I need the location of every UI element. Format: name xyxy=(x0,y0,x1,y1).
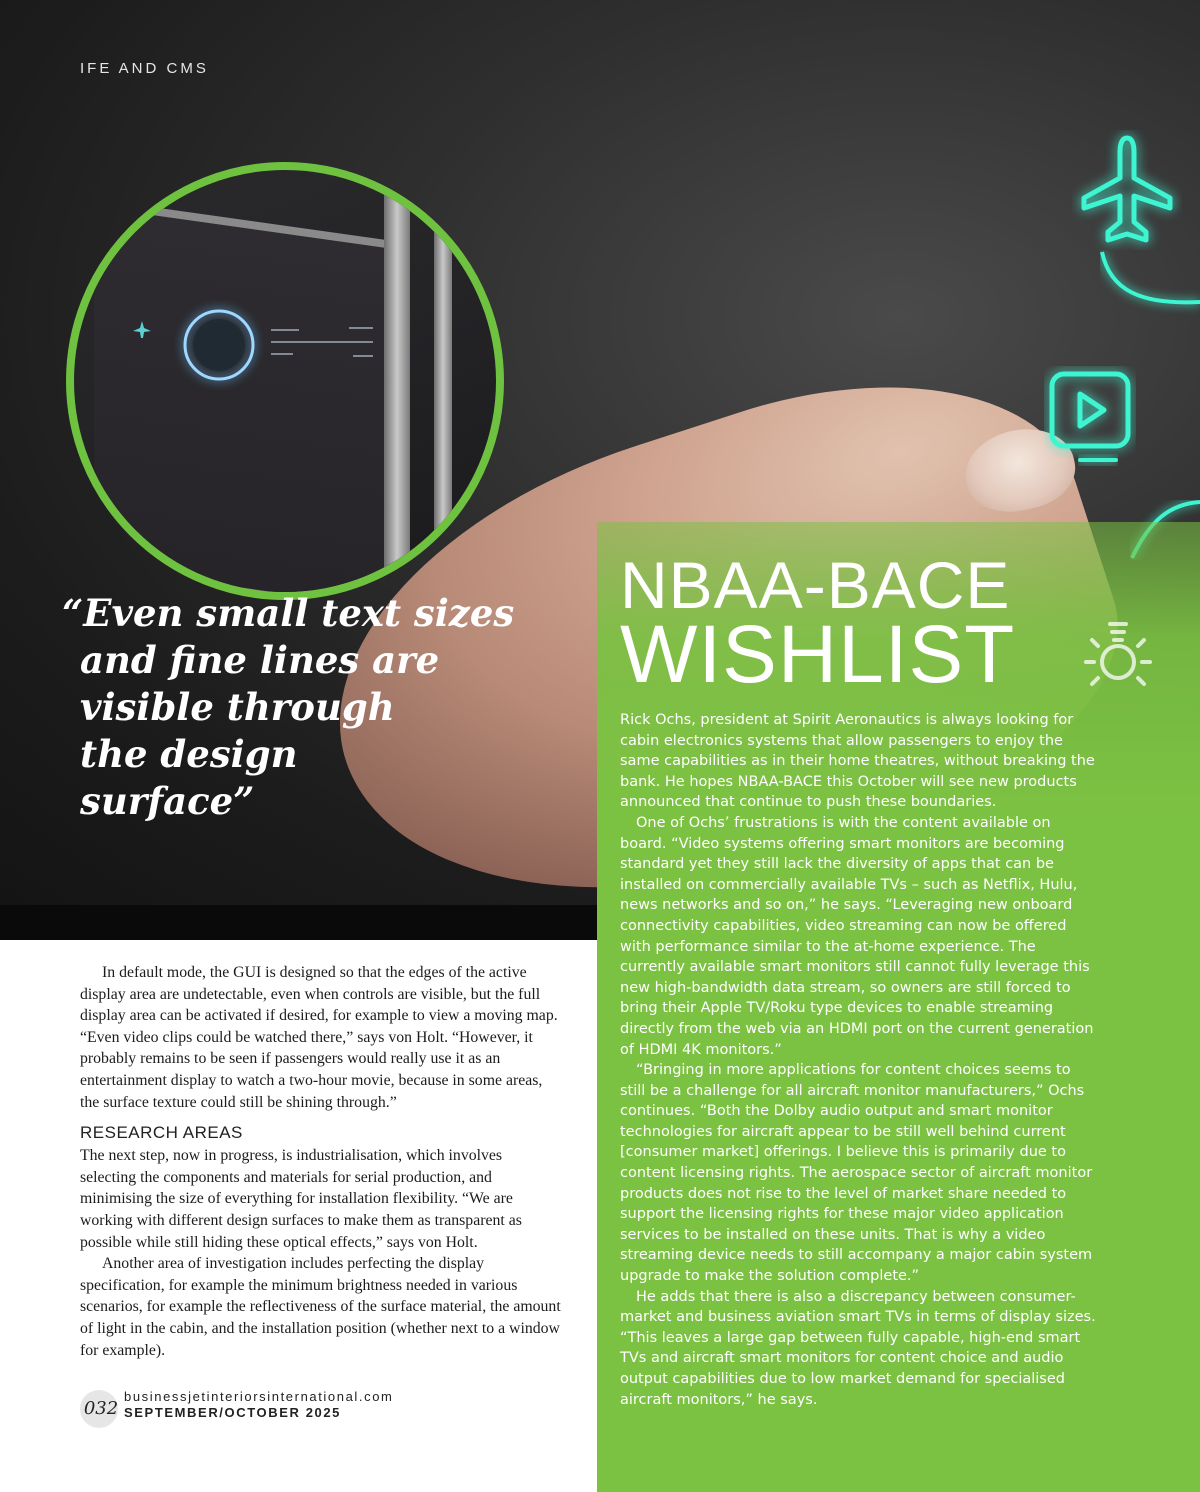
pull-quote-line: “Even small text sizes xyxy=(62,591,515,635)
article-subhead: RESEARCH AREAS xyxy=(80,1123,243,1143)
sidebar-paragraph: Rick Ochs, president at Spirit Aeronautics is always looking for cabin electronics systems that allow passengers to enjoy the same capabilities as in their home theatres, without breaking the bank. He hopes NBAA-BACE this October will see new products announced that continue to push these boundaries. xyxy=(620,712,1095,811)
section-label: IFE AND CMS xyxy=(80,60,209,77)
inset-airplane-icon xyxy=(132,320,152,340)
airplane-icon xyxy=(1072,130,1182,250)
inset-frame-bar xyxy=(434,180,452,600)
sidebar-text xyxy=(620,710,1100,1410)
sidebar-title-line2: WISHLIST xyxy=(620,609,1016,700)
inset-gui-lines xyxy=(269,320,379,370)
play-icon xyxy=(1044,366,1136,458)
inset-display-panel xyxy=(94,199,394,600)
page-number-text: 032 xyxy=(83,1398,119,1419)
footer-site: businessjetinteriorsinternational.com xyxy=(124,1389,394,1404)
article-paragraph: The next step, now in progress, is industrialisation, which involves selecting the components and materials for serial production, and minimising the size of everything for installation flexibility. “We are working with different design surfaces to make them as transparent as possible while still hiding these optical effects,” says von Holt. xyxy=(80,1147,522,1251)
pull-quote-line: the design xyxy=(80,732,298,776)
pull-quote-line: visible through xyxy=(80,685,395,729)
article-paragraph: Another area of investigation includes perfecting the display specification, for example the minimum brightness needed in various scenarios, for example the reflectiveness of the surface material, the amount of light in the cabin, and the installation position (whether next to a window for example). xyxy=(80,1255,561,1359)
page-number xyxy=(80,1390,118,1428)
glow-line-upper xyxy=(1100,250,1200,320)
article-body xyxy=(80,962,562,1361)
pull-quote-line: and fine lines are xyxy=(80,638,440,682)
sidebar-title-line1: NBAA-BACE xyxy=(620,548,1011,622)
inset-frame-bar xyxy=(384,180,410,600)
light-bulb-icon xyxy=(1078,612,1158,702)
sidebar-paragraph: “Bringing in more applications for content choices seems to still be a challenge for all aircraft monitor manufacturers,” Ochs continues. “Both the Dolby audio output and smart monitor technologies for aircraft appear to be still well behind current [consumer market] offerings. I believe this is primarily due to content licensing rights. The aerospace sector of aircraft monitor products does not rise to the level of market share needed to support the licensing rights for these major video application services to be installed on these units. That is why a video streaming device needs to still accompany a major cabin system upgrade to make the solution complete.” xyxy=(620,1062,1093,1285)
inset-gui-ring xyxy=(174,300,264,390)
pull-quote-line: surface” xyxy=(80,779,255,823)
inset-photo xyxy=(66,162,504,600)
sidebar-paragraph: He adds that there is also a discrepancy between consumer-market and business aviation smart TVs in terms of display sizes. “This leaves a large gap between fully capable, high-end smart TVs and aircraft smart monitors for content choice and audio output capabilities due to low market demand for specialised aircraft monitors,” he says. xyxy=(620,1288,1096,1408)
sidebar-title xyxy=(620,548,1016,700)
sidebar-paragraph: One of Ochs’ frustrations is with the content available on board. “Video systems offering smart monitors are becoming standard yet they still lack the diversity of apps that can be installed on commercially available TVs – such as Netflix, Hulu, news networks and so on,” he says. “Leveraging new onboard connectivity capabilities, video streaming can now be offered with performance similar to the at-home experience. The currently available smart monitors still cannot fully leverage this new high-bandwidth data stream, so owners are still forced to bring their Apple TV/Roku type devices to enable streaming directly from the web via an HDMI port on the current generation of HDMI 4K monitors.” xyxy=(620,814,1094,1058)
pull-quote xyxy=(62,590,532,825)
article-paragraph: In default mode, the GUI is designed so that the edges of the active display area are undetectable, even when controls are visible, but the full display area can be activated if desired, for example to view a moving map. “Even video clips could be watched there,” says von Holt. “However, it probably remains to be seen if passengers would really use it as an entertainment display to watch a two-hour movie, because in some areas, the surface texture could still be shining through.” xyxy=(80,964,558,1111)
footer-issue: SEPTEMBER/OCTOBER 2025 xyxy=(124,1405,342,1420)
glow-dash xyxy=(1078,454,1118,466)
